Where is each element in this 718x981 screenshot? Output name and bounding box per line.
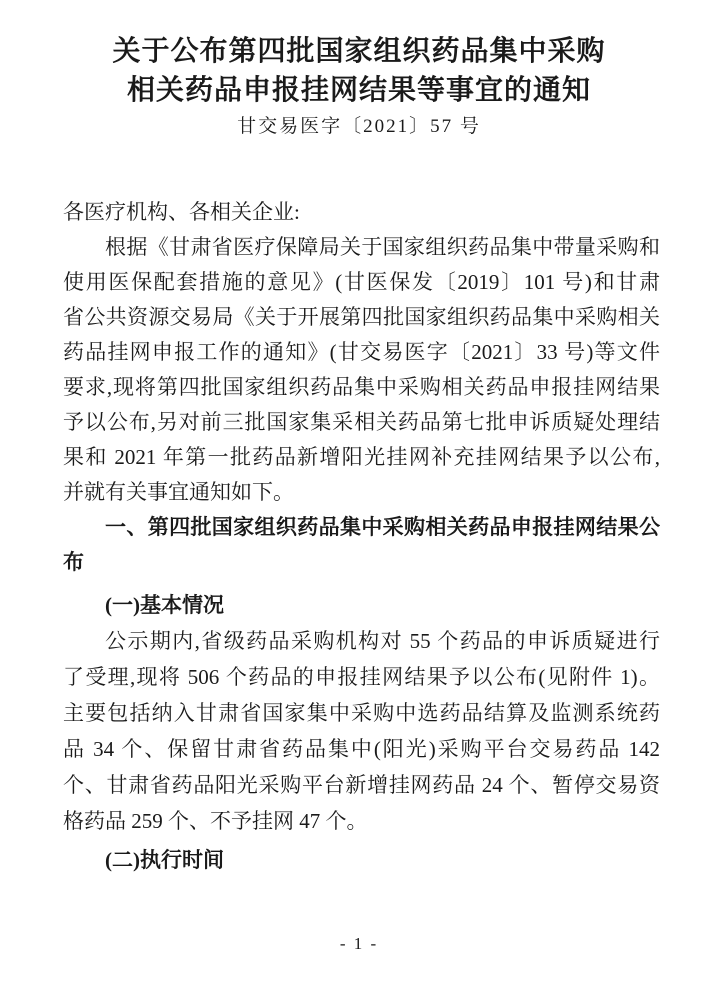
paragraph-line: 使用医保配套措施的意见》(甘医保发〔2019〕101 号)和甘肃	[63, 270, 660, 294]
section-1-heading-line-2: 布	[63, 551, 84, 574]
page-number: - 1 -	[339, 934, 379, 953]
doc-title-line-2: 相关药品申报挂网结果等事宜的通知	[126, 74, 591, 105]
paragraph-line: 个、甘肃省药品阳光采购平台新增挂网药品 24 个、暂停交易资	[63, 773, 660, 797]
doc-body	[63, 195, 660, 878]
paragraph-line: 药品挂网申报工作的通知》(甘交易医字〔2021〕33 号)等文件	[63, 340, 660, 364]
paragraph-line: 品 34 个、保留甘肃省药品集中(阳光)采购平台交易药品 142	[63, 737, 660, 761]
paragraph-line: 果和 2021 年第一批药品新增阳光挂网补充挂网结果予以公布,	[63, 445, 660, 469]
paragraph-line: 要求,现将第四批国家组织药品集中采购相关药品申报挂网结果	[63, 375, 660, 399]
paragraph-line: 根据《甘肃省医疗保障局关于国家组织药品集中带量采购和	[105, 235, 660, 259]
paragraph-line: 公示期内,省级药品采购机构对 55 个药品的申诉质疑进行	[105, 629, 660, 653]
paragraph-line: 并就有关事宜通知如下。	[63, 480, 294, 504]
paragraph-line: 省公共资源交易局《关于开展第四批国家组织药品集中采购相关	[63, 305, 660, 329]
paragraph-line: 予以公布,另对前三批国家集采相关药品第七批申诉质疑处理结	[63, 410, 660, 434]
doc-title	[0, 31, 718, 109]
section-1-heading-line-1: 一、第四批国家组织药品集中采购相关药品申报挂网结果公	[105, 516, 660, 539]
subsection-2-heading: (二)执行时间	[105, 848, 224, 872]
doc-title-line-1: 关于公布第四批国家组织药品集中采购	[112, 35, 606, 66]
paragraph-line: 了受理,现将 506 个药品的申报挂网结果予以公布(见附件 1)。	[63, 665, 660, 689]
paragraph-line: 格药品 259 个、不予挂网 47 个。	[63, 809, 368, 833]
paragraph-line: 主要包括纳入甘肃省国家集中采购中选药品结算及监测系统药	[63, 701, 660, 725]
salutation: 各医疗机构、各相关企业:	[63, 200, 300, 224]
doc-number: 甘交易医字〔2021〕57 号	[237, 116, 481, 137]
subsection-1-heading: (一)基本情况	[105, 593, 224, 617]
